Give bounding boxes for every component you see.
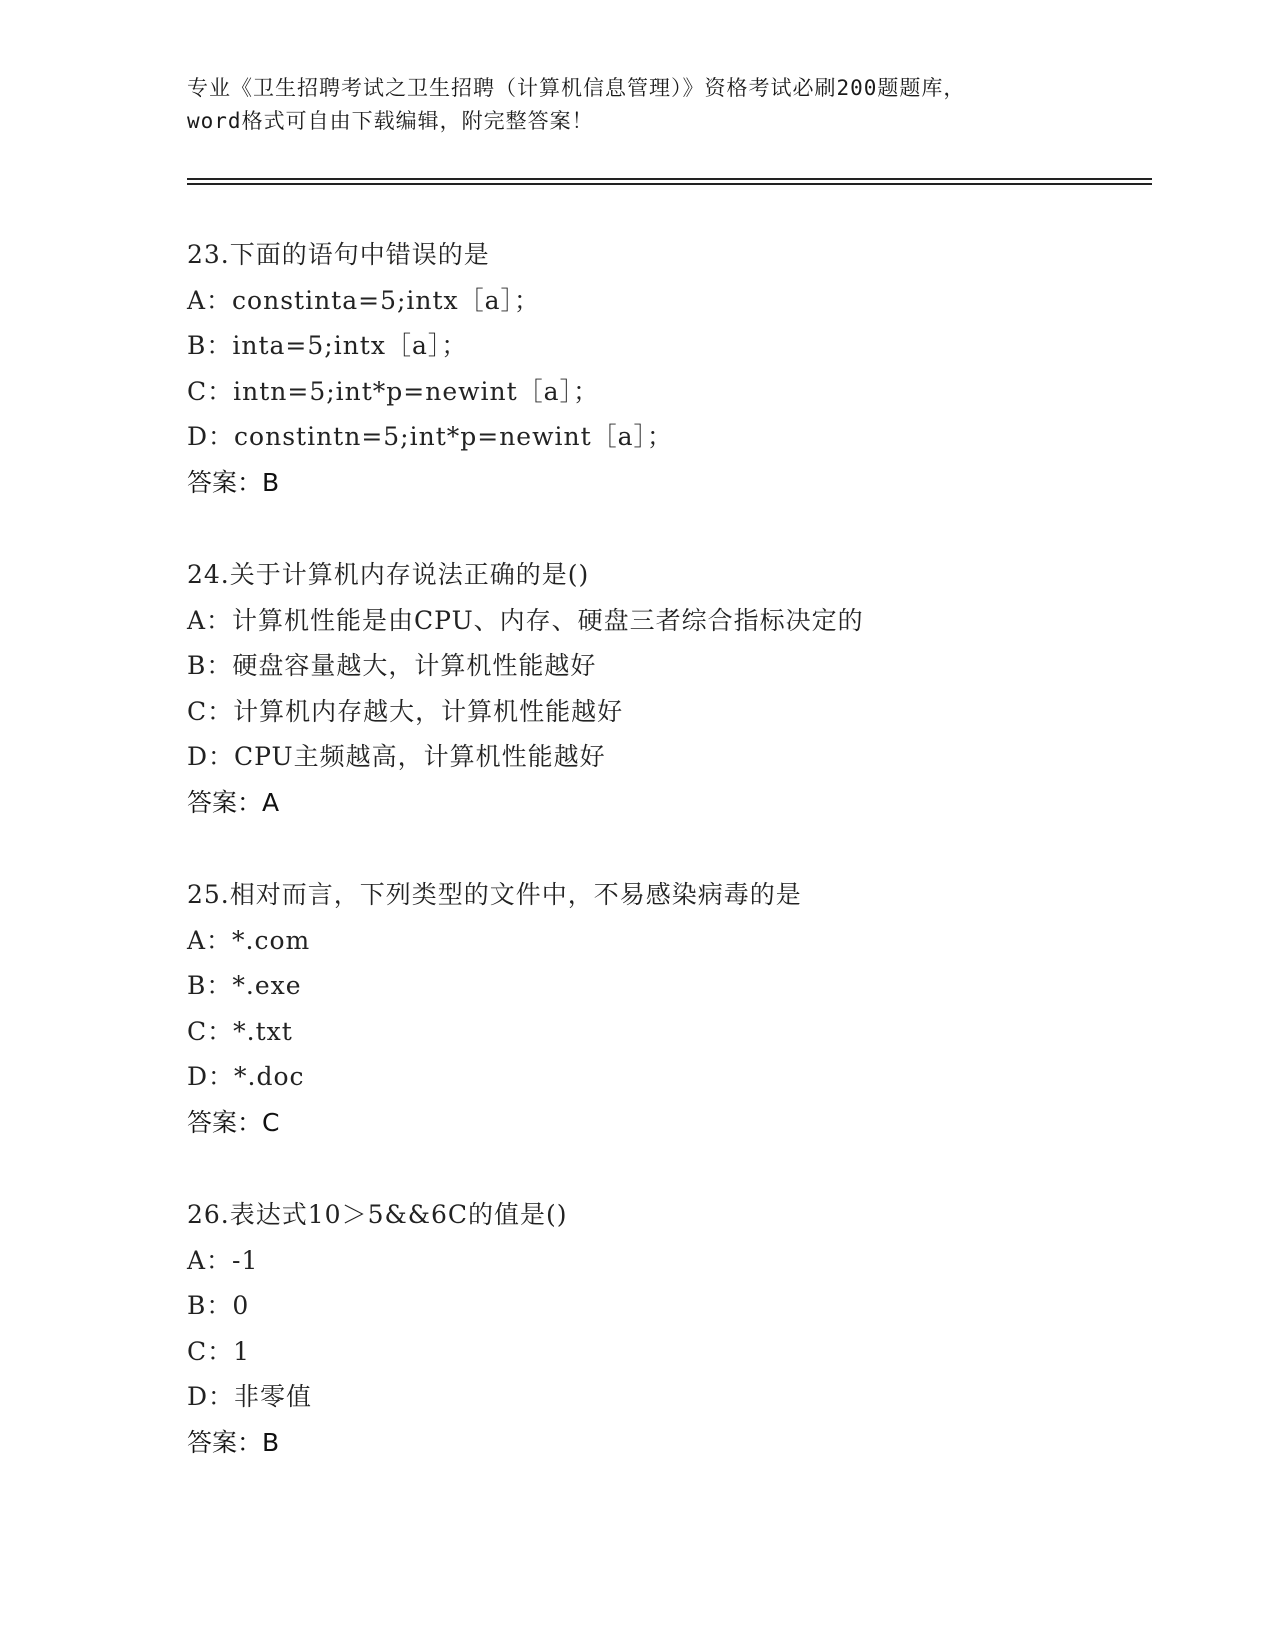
answer-line: 答案：A bbox=[187, 787, 280, 817]
question-list bbox=[187, 232, 1187, 1512]
question-26 bbox=[187, 1192, 1187, 1512]
answer-line: 答案：C bbox=[187, 1107, 280, 1137]
option-b: B：0 bbox=[187, 1291, 250, 1320]
question-stem: 23.下面的语句中错误的是 bbox=[187, 240, 490, 269]
question-stem: 24.关于计算机内存说法正确的是() bbox=[187, 560, 590, 589]
header-line-2: word格式可自由下载编辑，附完整答案！ bbox=[187, 109, 594, 133]
option-c: C：intn=5;int*p=newint［a］； bbox=[187, 376, 600, 406]
header-line-1: 专业《卫生招聘考试之卫生招聘（计算机信息管理）》资格考试必刷200题题库， bbox=[187, 76, 966, 100]
question-25 bbox=[187, 872, 1187, 1192]
header-divider-bottom bbox=[187, 183, 1152, 185]
option-a: A：-1 bbox=[187, 1245, 259, 1275]
option-c: C：1 bbox=[187, 1336, 251, 1366]
answer-line: 答案：B bbox=[187, 1427, 280, 1457]
option-c: C：计算机内存越大，计算机性能越好 bbox=[187, 696, 624, 726]
option-c: C：*.txt bbox=[187, 1016, 293, 1046]
option-d: D：CPU主频越高，计算机性能越好 bbox=[187, 742, 606, 771]
answer-line: 答案：B bbox=[187, 467, 280, 497]
option-b: B：*.exe bbox=[187, 971, 302, 1000]
document-header bbox=[187, 72, 1087, 138]
option-a: A：计算机性能是由CPU、内存、硬盘三者综合指标决定的 bbox=[187, 605, 864, 635]
option-a: A：*.com bbox=[187, 925, 311, 955]
header-divider-top bbox=[187, 178, 1152, 180]
option-d: D：非零值 bbox=[187, 1382, 313, 1411]
question-stem: 26.表达式10＞5&&6C的值是() bbox=[187, 1200, 568, 1229]
option-d: D：*.doc bbox=[187, 1062, 305, 1091]
option-a: A：constinta=5;intx［a］； bbox=[187, 285, 541, 315]
option-b: B：inta=5;intx［a］； bbox=[187, 331, 468, 360]
question-23 bbox=[187, 232, 1187, 552]
question-24 bbox=[187, 552, 1187, 872]
option-d: D：constintn=5;int*p=newint［a］； bbox=[187, 422, 674, 451]
question-stem: 25.相对而言，下列类型的文件中，不易感染病毒的是 bbox=[187, 880, 802, 909]
option-b: B：硬盘容量越大，计算机性能越好 bbox=[187, 651, 597, 680]
